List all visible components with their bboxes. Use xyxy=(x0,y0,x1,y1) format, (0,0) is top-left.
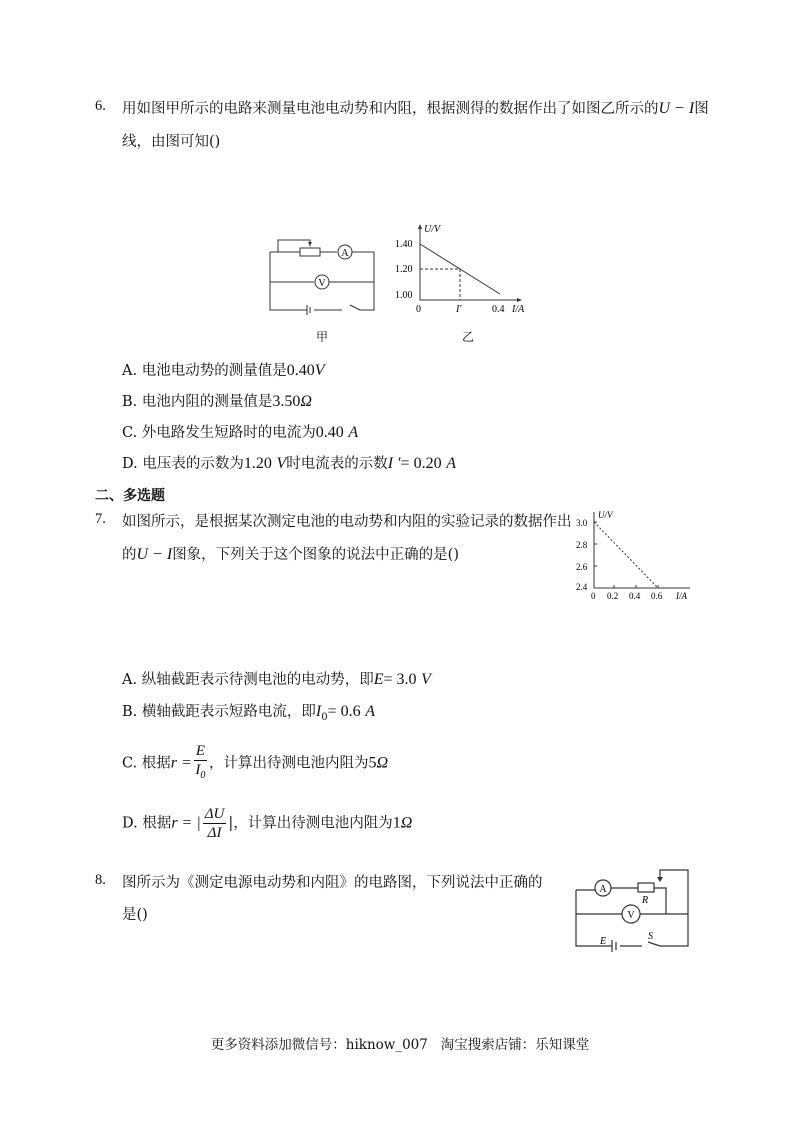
footer: 更多资料添加微信号：hiknow_007 淘宝搜索店铺：乐知课堂 xyxy=(210,1037,590,1053)
fraction: $\frac{E}{I_0}$ xyxy=(195,743,206,781)
resistor-label: R xyxy=(642,895,649,906)
y-tick-label: 1.20 xyxy=(395,264,413,275)
question-text-line2: 是() xyxy=(122,907,148,923)
x-axis-label: I/A xyxy=(512,304,525,315)
emf-label: E xyxy=(600,936,607,947)
option-a[interactable]: A. 纵轴截距表示待测电池的电动势，即E= 3.0 V xyxy=(122,671,431,688)
fraction: $\frac{\Delta U}{\Delta I}$ xyxy=(204,806,225,841)
x-tick-label: 0.4 xyxy=(629,591,641,601)
option-c[interactable]: C. 根据r = $\frac{E}{I_0}$ ，计算出待测电池内阻为5Ω xyxy=(122,742,388,785)
ammeter-label: A xyxy=(599,884,607,895)
y-tick-label: 3.0 xyxy=(576,518,588,528)
question-text-line2: 线，由图可知() xyxy=(122,134,221,150)
y-axis-label: U/V xyxy=(424,224,441,235)
x-axis-label: I/A xyxy=(676,591,687,601)
x-tick-label: I′ xyxy=(456,304,462,315)
question-text: 如图所示，是根据某次测定电池的电动势和内阻的实验记录的数据作出 xyxy=(122,514,572,530)
y-tick-label: 2.8 xyxy=(576,540,588,550)
x-tick-label: 0 xyxy=(591,591,596,601)
question-text-line2: 的U − I图象，下列关于这个图象的说法中正确的是() xyxy=(122,546,459,563)
option-b[interactable]: B. 横轴截距表示短路电流，即$I_0= 0.6$ A xyxy=(122,703,375,723)
figure-label-a: 甲 xyxy=(316,330,329,344)
option-a[interactable]: A. 电池电动势的测量值是0.40V xyxy=(122,362,325,379)
question-number: 8. xyxy=(95,872,106,888)
ammeter-label: A xyxy=(341,248,349,259)
ui-graph-q7 xyxy=(572,506,702,602)
y-tick-label: 1.40 xyxy=(395,239,413,250)
y-tick-label: 1.00 xyxy=(395,290,413,301)
ui-graph-b xyxy=(390,220,540,320)
option-d[interactable]: D. 根据r = | $\frac{\Delta U}{\Delta I}$ |，计算出待测电池内阻为1Ω xyxy=(122,806,413,841)
x-tick-label: 0 xyxy=(416,304,421,315)
x-tick-label: 0.6 xyxy=(651,591,663,601)
circuit-diagram-a xyxy=(262,232,382,322)
y-axis-label: U/V xyxy=(598,510,613,520)
question-number: 6. xyxy=(95,98,106,114)
option-b[interactable]: B. 电池内阻的测量值是3.50Ω xyxy=(122,393,312,410)
question-text: 图所示为《测定电源电动势和内阻》的电路图，下列说法中正确的 xyxy=(122,875,543,891)
y-tick-label: 2.4 xyxy=(576,582,588,592)
question-number: 7. xyxy=(95,511,106,527)
question-text: 用如图甲所示的电路来测量电池电动势和内阻，根据测得的数据作出了如图乙所示的U − I图 xyxy=(122,100,709,117)
x-tick-label: 0.4 xyxy=(492,304,505,315)
option-c[interactable]: C. 外电路发生短路时的电流为0.40 A xyxy=(122,424,359,441)
circuit-diagram-q8 xyxy=(570,862,695,954)
section-title: 二、多选题 xyxy=(95,488,165,504)
y-tick-label: 2.6 xyxy=(576,562,588,572)
voltmeter-label: V xyxy=(318,278,326,289)
voltmeter-label: V xyxy=(627,910,635,921)
switch-label: S xyxy=(648,931,653,942)
option-d[interactable]: D. 电压表的示数为1.20 V时电流表的示数I ′= 0.20 A xyxy=(122,455,456,472)
x-tick-label: 0.2 xyxy=(607,591,619,601)
figure-label-b: 乙 xyxy=(462,330,475,344)
